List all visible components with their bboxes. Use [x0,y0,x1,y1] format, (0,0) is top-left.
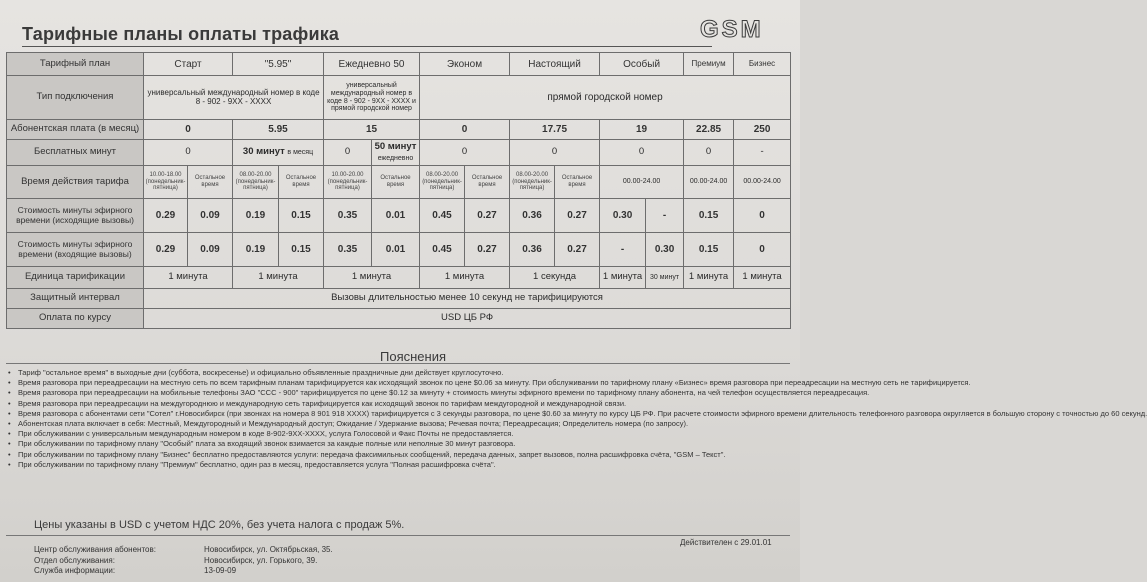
plan-nastoyashiy: Настоящий [510,53,600,76]
label-payment: Оплата по курсу [7,309,144,329]
conn-direct: прямой городской номер [420,76,791,120]
out-cell: 0.27 [465,199,510,233]
out-cell: - [646,199,684,233]
unit-595: 1 минута [233,267,324,289]
free-daily-b-main: 50 минут [374,141,417,153]
time-premium: 00.00-24.00 [684,166,734,199]
contact-key: Отдел обслуживания: [34,555,115,565]
note-item: • Абонентская плата включает в себя: Местный, Междугородный и Международный доступ; Ожидание / Удержание вызова; Речевая почта; Переадресация; Определитель номера (по запросу). [6,419,796,429]
free-nast: 0 [510,140,600,166]
time-595-a: 08.00-20.00 (понедельник-пятница) [233,166,279,199]
time-daily-b: Остальное время [372,166,420,199]
label-free-minutes: Бесплатных минут [7,140,144,166]
fee-econom: 0 [420,120,510,140]
row-outgoing [7,199,791,233]
protect-text: Вызовы длительностью менее 10 секунд не тарифицируются [144,289,791,309]
row-protect [7,289,791,309]
conn-intl-start: универсальный международный номер в коде 8 - 902 - 9XX - XXXX [144,76,324,120]
free-premium: 0 [684,140,734,166]
out-cell: 0.15 [279,199,324,233]
contact-row [34,556,333,567]
free-595-sub: в месяц [287,149,314,157]
row-connection [7,76,791,120]
free-595-main: 30 минут [242,146,285,158]
plan-start: Старт [144,53,233,76]
contact-row [34,545,333,556]
out-cell: 0.29 [144,199,188,233]
contact-key: Центр обслуживания абонентов: [34,545,156,554]
out-cell: 0.30 [600,199,646,233]
in-cell: 0.30 [646,233,684,267]
note-item: • Время разговора при переадресации на мобильные телефоны ЗАО "ССС - 900" тарифицируется по цене $0.12 за минуту + стоимость минуты эфирного времени по тарифному плану абонента, на чей телефон осуществляется переадресация. [6,388,796,398]
in-cell: 0.27 [465,233,510,267]
unit-biznes: 1 минута [734,267,791,289]
time-nast-b: Остальное время [555,166,600,199]
plan-osobyi: Особый [600,53,684,76]
gsm-logo: GSM [700,16,764,43]
in-cell: 0.36 [510,233,555,267]
label-time: Время действия тарифа [7,166,144,199]
fee-daily: 15 [324,120,420,140]
out-cell: 0.01 [372,199,420,233]
tariff-table [6,52,791,329]
time-osob: 00.00-24.00 [600,166,684,199]
free-daily-b-sub: ежедневно [377,154,414,162]
note-item: • При обслуживании по тарифному плану "Бизнес" бесплатно предоставляются услуги: передача факсимильных сообщений, передача данных, запрет вызовов, полна расшифровка счёта, "GSM – Текст". [6,450,796,460]
row-time [7,166,791,199]
contact-value: Новосибирск, ул. Октябрьская, 35. [204,545,333,554]
prices-divider [6,535,790,536]
plan-econom: Эконом [420,53,510,76]
time-econom-b: Остальное время [465,166,510,199]
out-cell: 0.45 [420,199,465,233]
contact-row [34,566,333,577]
free-595 [233,140,324,166]
fee-nast: 17.75 [510,120,600,140]
valid-from: Действителен с 29.01.01 [680,538,772,547]
row-plan-names [7,53,791,76]
row-payment [7,309,791,329]
note-item: • Время разговора при переадресации на местную сеть по всем тарифным планам тарифицируется как исходящий звонок по цене $0.06 за минуту. При обслуживании по тарифному плану «Бизнес» время разговора при переадресации на местную сеть не тарифицируется. [6,378,796,388]
unit-premium: 1 минута [684,267,734,289]
out-cell: 0.35 [324,199,372,233]
label-incoming: Стоимость минуты эфирного времени (входящие вызовы) [7,233,144,267]
plan-595: "5.95" [233,53,324,76]
fee-biznes: 250 [734,120,791,140]
title-divider [22,46,712,47]
label-protect: Защитный интервал [7,289,144,309]
out-cell: 0.36 [510,199,555,233]
free-start: 0 [144,140,233,166]
note-item: • При обслуживании по тарифному плану "Особый" плата за входящий звонок взимается за каждые полные или неполные 30 минут разговора. [6,439,796,449]
unit-osob-b: 30 минут [646,267,684,289]
in-cell: 0.27 [555,233,600,267]
in-cell: 0.09 [188,233,233,267]
note-item: • Тариф "остальное время" в выходные дни (суббота, воскресенье) и официально объявленные праздничные дни действует круглосуточно. [6,368,796,378]
free-daily-b [372,140,420,166]
unit-osob-a: 1 минута [600,267,646,289]
contact-info [34,545,333,577]
fee-start: 0 [144,120,233,140]
label-connection: Тип подключения [7,76,144,120]
time-econom-a: 08.00-20.00 (понедельник-пятница) [420,166,465,199]
in-cell: 0.19 [233,233,279,267]
row-incoming [7,233,791,267]
unit-nast: 1 секунда [510,267,600,289]
notes-divider [6,363,790,364]
time-daily-a: 10.00-20.00 (понедельник-пятница) [324,166,372,199]
contact-value: 13-09-09 [204,566,237,575]
unit-econom: 1 минута [420,267,510,289]
in-cell: 0.01 [372,233,420,267]
out-cell: 0.09 [188,199,233,233]
label-outgoing: Стоимость минуты эфирного времени (исходящие вызовы) [7,199,144,233]
free-osob: 0 [600,140,684,166]
prices-note: Цены указаны в USD с учетом НДС 20%, без учета налога с продаж 5%. [34,519,405,531]
fee-osob: 19 [600,120,684,140]
plan-biznes: Бизнес [734,53,791,76]
in-cell: 0.15 [279,233,324,267]
free-econom: 0 [420,140,510,166]
in-cell: 0 [734,233,791,267]
free-daily-a: 0 [324,140,372,166]
fee-premium: 22.85 [684,120,734,140]
time-biznes: 00.00-24.00 [734,166,791,199]
time-start-b: Остальное время [188,166,233,199]
label-fee: Абонентская плата (в месяц) [7,120,144,140]
in-cell: 0.15 [684,233,734,267]
contact-value: Новосибирск, ул. Горького, 39. [204,555,318,565]
unit-start: 1 минута [144,267,233,289]
conn-intl-daily: универсальный международный номер в коде 8 - 902 - 9XX - XXXX и прямой городской номер [324,76,420,120]
plan-premium: Премиум [684,53,734,76]
contact-key: Служба информации: [34,566,116,575]
free-biznes: - [734,140,791,166]
time-595-b: Остальное время [279,166,324,199]
in-cell: 0.45 [420,233,465,267]
note-item: • При обслуживании с универсальным международным номером в коде 8-902-9XX-XXXX, услуга Голосовой и Факс Почты не предоставляется. [6,429,796,439]
out-cell: 0.27 [555,199,600,233]
page-title: Тарифные планы оплаты трафика [22,24,340,44]
out-cell: 0.15 [684,199,734,233]
row-fee [7,120,791,140]
payment-text: USD ЦБ РФ [144,309,791,329]
label-tariff: Тарифный план [7,53,144,76]
row-free-minutes [7,140,791,166]
out-cell: 0.19 [233,199,279,233]
unit-daily: 1 минута [324,267,420,289]
in-cell: 0.35 [324,233,372,267]
row-unit [7,267,791,289]
in-cell: 0.29 [144,233,188,267]
fee-595: 5.95 [233,120,324,140]
note-item: • Время разговора с абонентами сети "Сотел" г.Новосибирск (при звонках на номера 8 901 918 XXXX) тарифицируется с 3 секунды разговора, по цене $0.60 за минуту по курсу ЦБ РФ. При расчете стоимости эфирного времени длительность телефонного разговора округляется в большую сторону с точностью до 60 секунд. [6,409,796,419]
note-item: • Время разговора при переадресации на междугороднюю и международную сеть тарифицируется как исходящий звонок по тарифам междугородной и международной связи. [6,399,796,409]
time-start-a: 10.00-18.00 (понедельник-пятница) [144,166,188,199]
time-nast-a: 08.00-20.00 (понедельник-пятница) [510,166,555,199]
notes-heading: Пояснения [380,349,447,364]
in-cell: - [600,233,646,267]
plan-daily50: Ежедневно 50 [324,53,420,76]
out-cell: 0 [734,199,791,233]
note-item: • При обслуживании по тарифному плану "Премиум" бесплатно, один раз в месяц, предоставляется услуга "Полная расшифровка счёта". [6,460,796,470]
label-unit: Единица тарификации [7,267,144,289]
notes-list [6,368,1147,470]
